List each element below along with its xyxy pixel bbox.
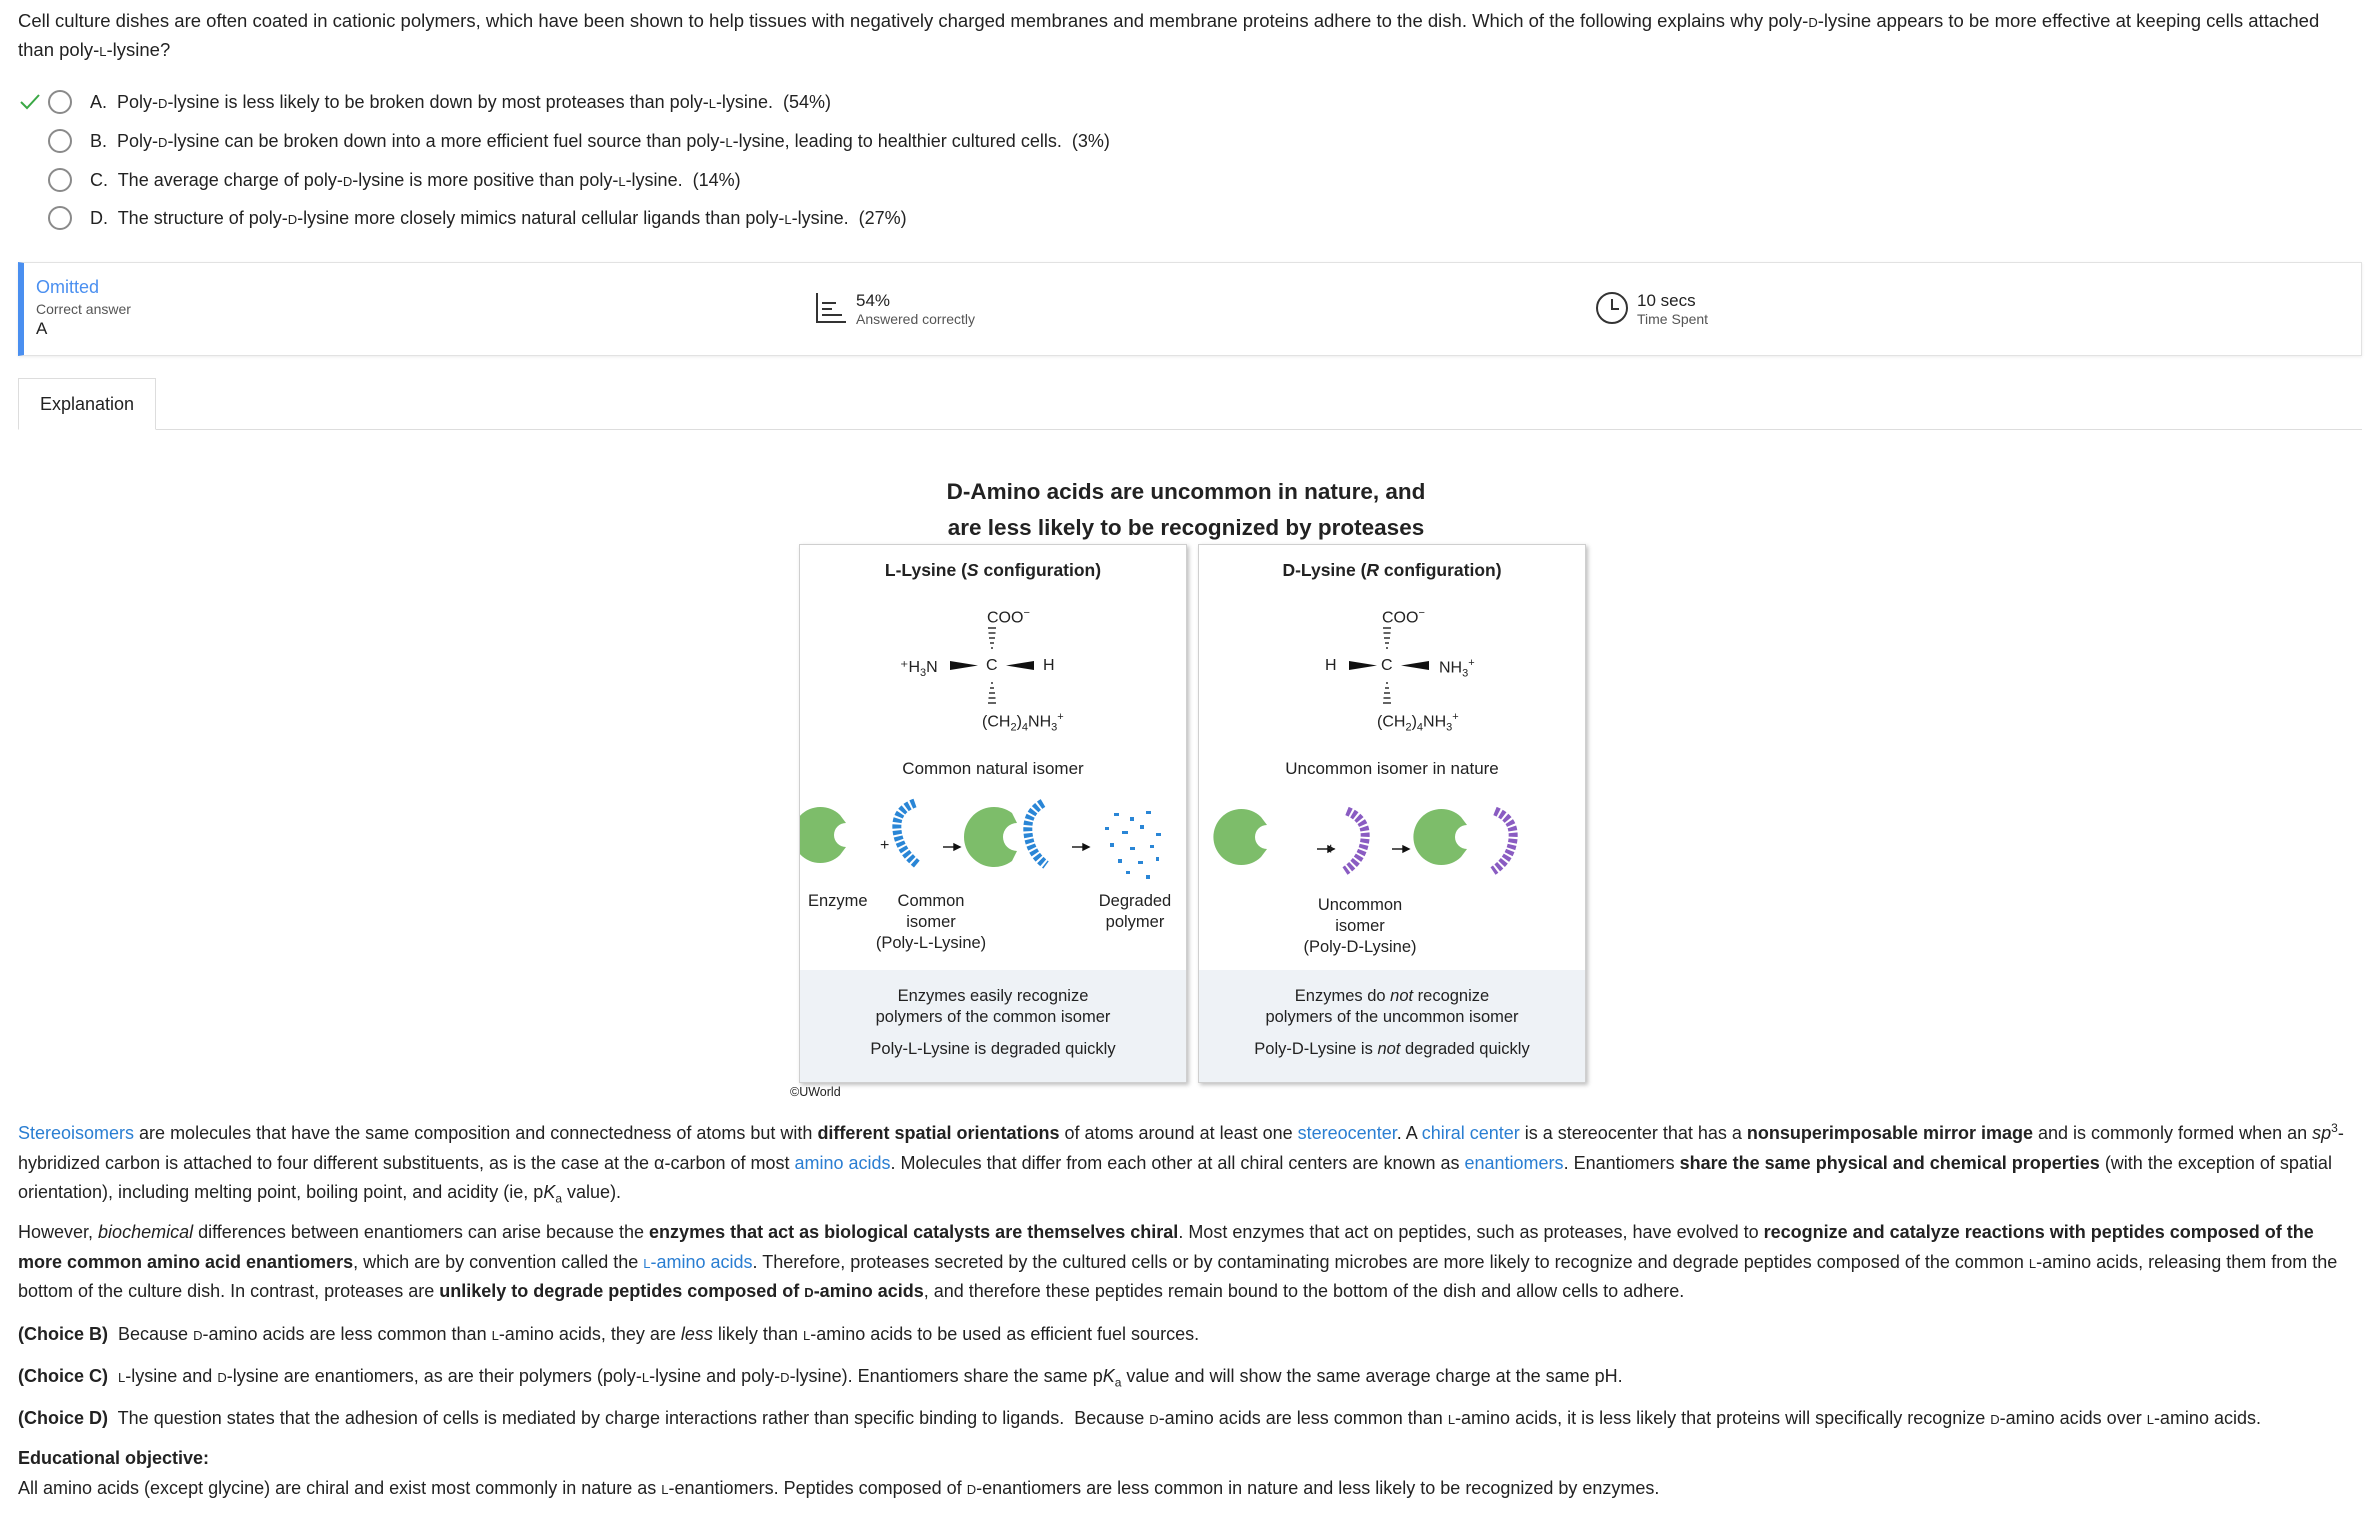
bar-chart-icon [814,291,848,325]
copyright-label: ©UWorld [790,1085,841,1099]
nh3-label: $NH_3^+$ [1439,657,1475,680]
answer-choice-d[interactable] [18,203,907,233]
time-spent-stat [1595,291,1708,327]
question-stem: Cell culture dishes are often coated in cationic polymers, which have been shown to help tissues with negatively charged membranes and membrane proteins adhere to the dish. Which of the following explains why poly-d-lysine appears to be more effective at keeping cells attached than poly-l-lysine? [18,10,2320,60]
degraded-fragments [1105,811,1161,879]
uncommon-isomer-label: Uncommon isomer (Poly-D-Lysine) [1303,896,1417,956]
correct-answer-value: A [36,319,48,338]
answer-choice-b[interactable] [18,126,1110,156]
explanation-paragraph-1: Stereoisomers are molecules that have the same composition and connectedness of atoms but with different spatial orientations of atoms around at least one stereocenter. A chiral center is a stereocenter that has a nonsuperimposable mirror image and is commonly formed when an $sp^3$-hybridized carbon is attached to four different substituents, as is the case at the α-carbon of most amino acids. Molecules that differ from each other at all chiral centers are known as enantiomers. Enantiomers share the same physical and chemical properties (with the exception of spatial orientation), including melting point, boiling point, and acidity (ie, $pK_a$ value). [18,1121,2344,1206]
time-spent-value: 10 secs [1637,291,1696,310]
d-lysine-summary [1199,970,1585,1082]
chiral-center-link[interactable]: chiral center [1421,1123,1520,1143]
choice-d-explanation: (Choice D) The question states that the adhesion of cells is mediated by charge interactions rather than specific binding to ligands. Because d-amino acids are less common than l-amino acids, it is less likely that proteins will specifically recognize d-amino acids over l-amino acids. [18,1408,2261,1428]
enzyme-shape [1213,809,1267,865]
correct-answer-label: Correct answer [36,301,131,317]
explanation-figure [786,470,1586,1104]
plus-sign: + [880,837,890,854]
tab-explanation[interactable]: Explanation [18,378,156,430]
percent-correct-stat [814,291,975,327]
radio-button-a[interactable] [48,90,72,114]
l-summary-conclusion: Poly-L-Lysine is degraded quickly [870,1040,1116,1058]
side-chain-label: $(CH_2)_4NH_3^+$ [1377,711,1459,734]
choice-c-explanation: (Choice C) l-lysine and d-lysine are enantiomers, as are their polymers (poly-l-lysine and poly-d-lysine). Enantiomers share the same $pK_a$ value and will show the same average charge at the same pH. [18,1366,1623,1390]
d-summary-text: Enzymes do not recognize polymers of the uncommon isomer [1265,987,1519,1026]
choice-text-c: C. The average charge of poly-d-lysine is more positive than poly-l-lysine. (14%) [90,169,741,190]
percent-correct-label: Answered correctly [856,311,976,327]
hydrogen-label: H [1325,657,1337,674]
amino-acids-link[interactable]: amino acids [794,1152,891,1173]
radio-button-d[interactable] [48,206,72,230]
wedge-bond-right [1401,661,1429,670]
d-lysine-panel [1198,544,1586,1083]
radio-button-b[interactable] [48,129,72,153]
d-lysine-description: Uncommon isomer in nature [1285,759,1499,778]
l-lysine-description: Common natural isomer [902,759,1084,778]
l-lysine-panel [799,544,1187,1083]
common-isomer-label: Common isomer (Poly-L-Lysine) [875,892,987,952]
enzyme-label: Enzyme [808,892,868,910]
correct-answer-stat [36,277,131,339]
answer-choice-a[interactable] [18,87,831,117]
choice-text-b: B. Poly-d-lysine can be broken down into a more efficient fuel source than poly-l-lysine, leading to healthier cultured cells. (3%) [90,130,1110,151]
check-icon [18,90,42,114]
enzyme-shape [1413,809,1467,865]
choice-text-a: A. Poly-d-lysine is less likely to be broken down by most proteases than poly-l-lysine. (54%) [90,91,831,112]
bound-polymer-chain [1028,803,1046,865]
radio-button-c[interactable] [48,168,72,192]
choice-b-explanation: (Choice B) Because d-amino acids are less common than l-amino acids, they are less likely than l-amino acids to be used as efficient fuel sources. [18,1324,1200,1344]
l-lysine-title: L-Lysine (S configuration) [884,560,1102,580]
figure-title: D-Amino acids are uncommon in nature, and are less likely to be recognized by proteases [946,479,1426,540]
intact-polymer-chain [1493,811,1513,871]
carbon-label: C [1381,657,1393,674]
h3n-label: $^+H_3N$ [900,659,938,680]
degraded-polymer-label: Degraded polymer [1098,892,1172,931]
percent-correct-value: 54% [856,291,891,310]
plus-sign: + [1326,841,1336,858]
enantiomers-link[interactable]: enantiomers [1464,1152,1564,1173]
tab-bar [18,378,2362,430]
answer-choice-c[interactable] [18,165,741,195]
side-chain-label: $(CH_2)_4NH_3^+$ [982,711,1064,734]
omitted-status: Omitted [36,277,100,297]
clock-icon [1595,291,1629,325]
coo-label: COO− [1382,607,1425,627]
coo-label: COO− [987,607,1030,627]
l-summary-text: Enzymes easily recognize polymers of the common isomer [875,987,1111,1026]
l-amino-acids-link[interactable]: l-amino acids [643,1251,753,1272]
explanation-paragraph-2: However, biochemical differences between enantiomers can arise because the enzymes that act as biological catalysts are themselves chiral. Most enzymes that act on peptides, such as proteases, have evolved to recognize and catalyze reactions with peptides composed of the more common amino acid enantiomers, which are by convention called the l-amino acids. Therefore, proteases secreted by the cultured cells or by contaminating microbes are more likely to recognize and degrade peptides composed of the common l-amino acids, releasing them from the bottom of the culture dish. In contrast, proteases are unlikely to degrade peptides composed of d-amino acids, and therefore these peptides remain bound to the bottom of the dish and allow cells to adhere. [18,1222,2338,1301]
choice-text-d: D. The structure of poly-d-lysine more closely mimics natural cellular ligands than poly-l-lysine. (27%) [90,207,907,228]
educational-objective [18,1444,2356,1503]
d-polymer-chain [1345,811,1365,871]
stereocenter-link[interactable]: stereocenter [1297,1123,1397,1143]
l-polymer-chain [897,803,918,865]
stereoisomers-link[interactable]: Stereoisomers [18,1123,135,1143]
objective-heading: Educational objective: [18,1448,210,1468]
d-lysine-title: D-Lysine (R configuration) [1282,560,1502,580]
objective-text: All amino acids (except glycine) are chiral and exist most commonly in nature as l-enantiomers. Peptides composed of d-enantiomers are less common in nature and less likely to be recognized by enzymes. [18,1477,1660,1498]
carbon-label: C [986,657,998,674]
l-lysine-summary [800,970,1186,1082]
wedge-bond-left [1349,661,1377,670]
hydrogen-label: H [1043,657,1055,674]
d-summary-conclusion: Poly-D-Lysine is not degraded quickly [1254,1040,1530,1058]
time-spent-label: Time Spent [1637,311,1709,327]
answer-stats-bar [18,262,2362,356]
